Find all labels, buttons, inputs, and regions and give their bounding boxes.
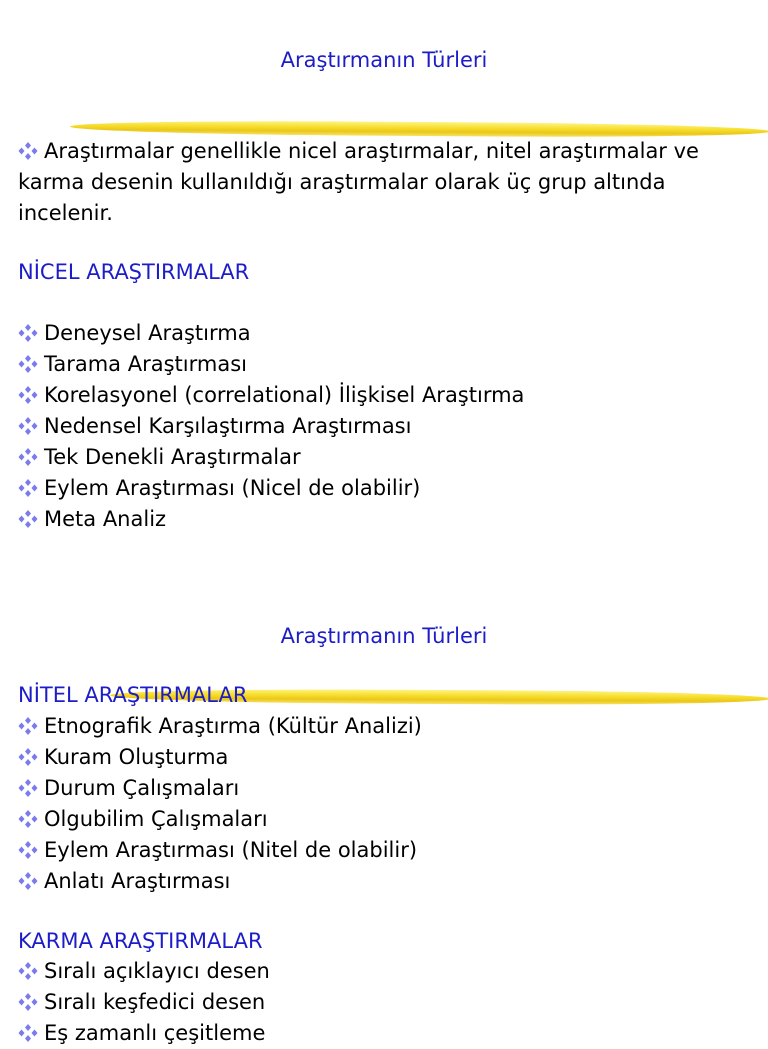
list-item-text: Sıralı keşfedici desen — [44, 990, 266, 1014]
list-item — [18, 380, 758, 411]
nicel-list — [18, 318, 758, 535]
list-item — [18, 349, 758, 380]
list-item — [18, 866, 758, 897]
intro-text: Araştırmalar genellikle nicel araştırmalar, nitel araştırmalar ve karma desenin kullanıldığı araştırmalar olarak üç grup altında incelenir. — [18, 139, 699, 225]
four-diamond-bullet-icon — [18, 748, 38, 766]
four-diamond-bullet-icon — [18, 355, 38, 373]
four-diamond-bullet-icon — [18, 1024, 38, 1042]
slide-title: Araştırmanın Türleri — [280, 48, 488, 72]
list-item — [18, 411, 758, 442]
list-item-text: Sıralı açıklayıcı desen — [44, 959, 270, 983]
list-item-text: Deneysel Araştırma — [44, 321, 251, 345]
list-item-text: Eylem Araştırması (Nicel de olabilir) — [44, 476, 421, 500]
intro-paragraph — [18, 136, 758, 229]
list-item-text: Durum Çalışmaları — [44, 776, 240, 800]
list-item — [18, 773, 758, 804]
list-item-text: Meta Analiz — [44, 507, 167, 531]
four-diamond-bullet-icon — [18, 841, 38, 859]
slide-2 — [0, 600, 768, 1045]
list-item — [18, 711, 758, 742]
four-diamond-bullet-icon — [18, 386, 38, 404]
four-diamond-bullet-icon — [18, 417, 38, 435]
list-item — [18, 442, 758, 473]
four-diamond-bullet-icon — [18, 779, 38, 797]
four-diamond-bullet-icon — [18, 324, 38, 342]
four-diamond-bullet-icon — [18, 448, 38, 466]
list-item — [18, 804, 758, 835]
list-item — [18, 742, 758, 773]
four-diamond-bullet-icon — [18, 962, 38, 980]
four-diamond-bullet-icon — [18, 810, 38, 828]
slide-title: Araştırmanın Türleri — [280, 624, 488, 648]
list-item-text: Etnografik Araştırma (Kültür Analizi) — [44, 714, 422, 738]
nicel-heading: NİCEL ARAŞTIRMALAR — [18, 260, 250, 284]
four-diamond-bullet-icon — [18, 993, 38, 1011]
four-diamond-bullet-icon — [18, 872, 38, 890]
list-item-text: Nedensel Karşılaştırma Araştırması — [44, 414, 412, 438]
list-item — [18, 318, 758, 349]
four-diamond-bullet-icon — [18, 142, 38, 160]
list-item — [18, 473, 758, 504]
nitel-heading: NİTEL ARAŞTIRMALAR — [18, 683, 248, 707]
list-item-text: Eylem Araştırması (Nitel de olabilir) — [44, 838, 418, 862]
karma-list — [18, 956, 758, 1049]
list-item-text: Korelasyonel (correlational) İlişkisel Araştırma — [44, 383, 525, 407]
list-item-text: Tek Denekli Araştırmalar — [44, 445, 301, 469]
list-item-text: Anlatı Araştırması — [44, 869, 231, 893]
list-item-text: Olgubilim Çalışmaları — [44, 807, 268, 831]
list-item-text: Tarama Araştırması — [44, 352, 247, 376]
list-item-text: Eş zamanlı çeşitleme — [44, 1021, 266, 1045]
list-item — [18, 1018, 758, 1049]
four-diamond-bullet-icon — [18, 717, 38, 735]
list-item — [18, 987, 758, 1018]
list-item-text: Kuram Oluşturma — [44, 745, 229, 769]
list-item — [18, 504, 758, 535]
karma-heading: KARMA ARAŞTIRMALAR — [18, 929, 263, 953]
nitel-list — [18, 711, 758, 897]
list-item — [18, 956, 758, 987]
list-item — [18, 835, 758, 866]
four-diamond-bullet-icon — [18, 510, 38, 528]
four-diamond-bullet-icon — [18, 479, 38, 497]
